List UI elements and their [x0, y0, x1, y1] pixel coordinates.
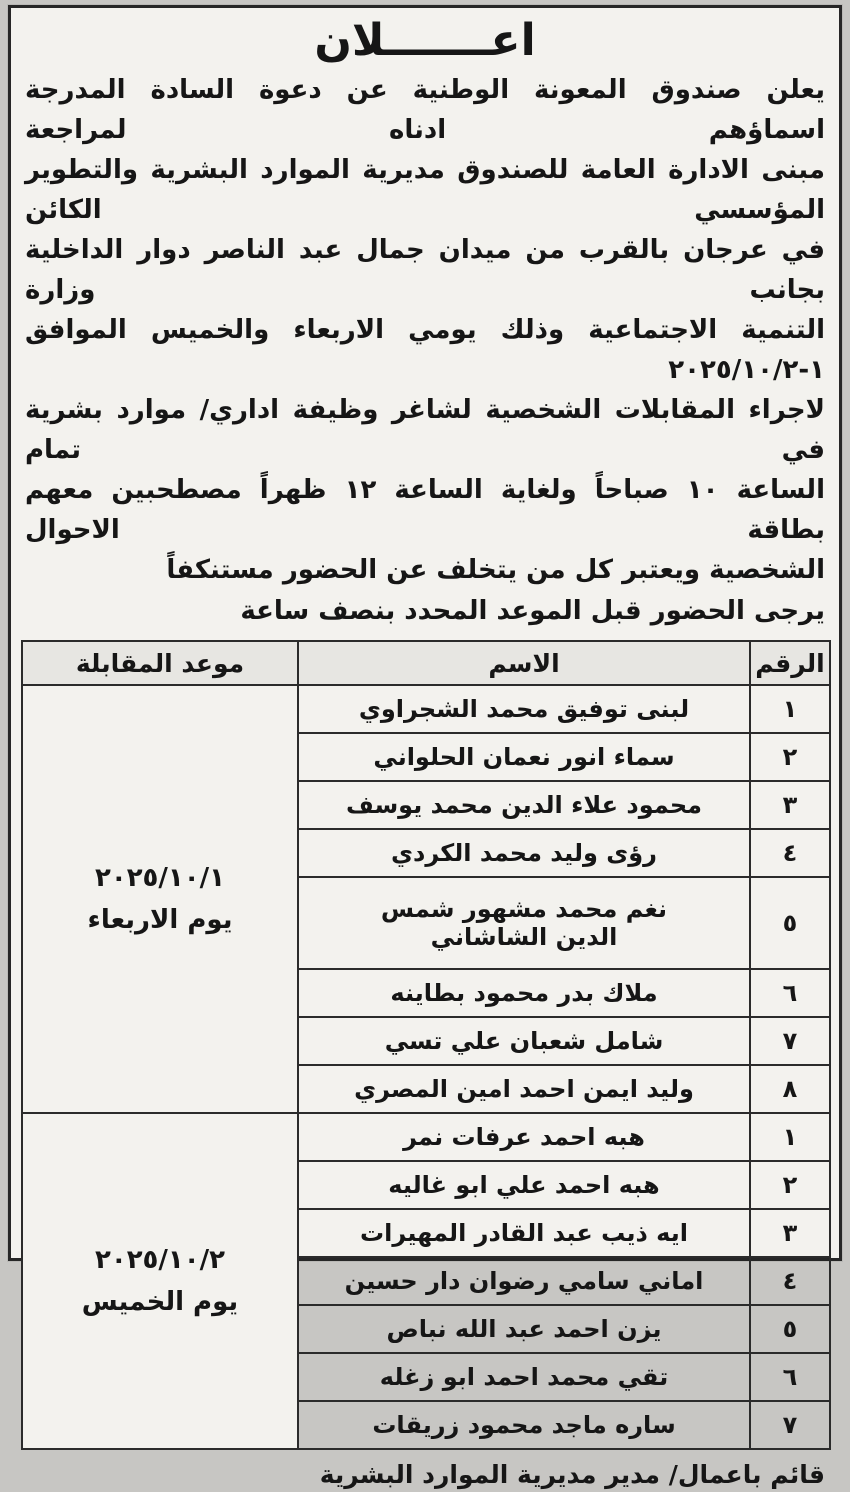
row-number-cell: ٥	[750, 877, 830, 969]
col-header-date: موعد المقابلة	[22, 641, 298, 685]
name-cell: سماء انور نعمان الحلواني	[298, 733, 750, 781]
body-line: التنمية الاجتماعية وذلك يومي الاربعاء والخميس الموافق ١-٢٠٢٥/١٠/٢	[25, 315, 825, 385]
name-cell: رؤى وليد محمد الكردي	[298, 829, 750, 877]
body-line: الشخصية ويعتبر كل من يتخلف عن الحضور مستنكفاً	[166, 555, 825, 585]
col-header-number: الرقم	[750, 641, 830, 685]
table-header-row	[22, 641, 830, 685]
row-number-cell: ٣	[750, 781, 830, 829]
name-cell: ملاك بدر محمود بطاينه	[298, 969, 750, 1017]
row-number-cell: ٢	[750, 733, 830, 781]
interview-table	[21, 640, 831, 1450]
row-number-cell: ٨	[750, 1065, 830, 1113]
name-cell: هبه احمد علي ابو غاليه	[298, 1161, 750, 1209]
name-cell: هبه احمد عرفات نمر	[298, 1113, 750, 1161]
announcement-body	[11, 70, 839, 590]
announcement-frame	[8, 5, 842, 1489]
name-cell: وليد ايمن احمد امين المصري	[298, 1065, 750, 1113]
row-number-cell: ١	[750, 1113, 830, 1161]
name-cell: ايه ذيب عبد القادر المهيرات	[298, 1209, 750, 1257]
name-cell: محمود علاء الدين محمد يوسف	[298, 781, 750, 829]
name-cell: اماني سامي رضوان دار حسين	[298, 1257, 750, 1305]
body-line: الساعة ١٠ صباحاً ولغاية الساعة ١٢ ظهراً مصطحبين معهم بطاقة الاحوال	[25, 475, 825, 545]
name-cell: نغم محمد مشهور شمس الدين الشاشاني	[298, 877, 750, 969]
name-cell: شامل شعبان علي تسي	[298, 1017, 750, 1065]
row-number-cell: ٦	[750, 969, 830, 1017]
date-value: ٢٠٢٥/١٠/١	[94, 863, 226, 893]
footer-signature: قائم باعمال/ مدير مديرية الموارد البشرية	[319, 1460, 825, 1489]
row-number-cell: ٤	[750, 829, 830, 877]
date-group-cell	[22, 685, 298, 1113]
row-number-cell: ٧	[750, 1401, 830, 1449]
row-number-cell: ٣	[750, 1209, 830, 1257]
row-number-cell: ٥	[750, 1305, 830, 1353]
name-cell: تقي محمد احمد ابو زغله	[298, 1353, 750, 1401]
table-row	[22, 1113, 830, 1161]
row-number-cell: ٦	[750, 1353, 830, 1401]
col-header-name: الاسم	[298, 641, 750, 685]
announcement-title: اعـــــــلان	[314, 15, 536, 66]
row-number-cell: ٢	[750, 1161, 830, 1209]
date-group-cell	[22, 1113, 298, 1449]
day-value: يوم الخميس	[81, 1287, 239, 1317]
body-line: لاجراء المقابلات الشخصية لشاغر وظيفة اداري/ موارد بشرية في تمام	[25, 395, 825, 465]
body-line: يعلن صندوق المعونة الوطنية عن دعوة السادة المدرجة اسماؤهم ادناه لمراجعة	[25, 75, 825, 145]
row-number-cell: ١	[750, 685, 830, 733]
name-cell: يزن احمد عبد الله نباص	[298, 1305, 750, 1353]
body-line: مبنى الادارة العامة للصندوق مديرية الموارد البشرية والتطوير المؤسسي الكائن	[25, 155, 825, 225]
day-value: يوم الاربعاء	[87, 905, 233, 935]
name-cell: لبنى توفيق محمد الشجراوي	[298, 685, 750, 733]
name-cell: ساره ماجد محمود زريقات	[298, 1401, 750, 1449]
date-value: ٢٠٢٥/١٠/٢	[94, 1245, 226, 1275]
body-line: في عرجان بالقرب من ميدان جمال عبد الناصر دوار الداخلية بجانب وزارة	[25, 235, 825, 305]
table-row	[22, 685, 830, 733]
attendance-note: يرجى الحضور قبل الموعد المحدد بنصف ساعة	[240, 596, 825, 626]
row-number-cell: ٤	[750, 1257, 830, 1305]
row-number-cell: ٧	[750, 1017, 830, 1065]
